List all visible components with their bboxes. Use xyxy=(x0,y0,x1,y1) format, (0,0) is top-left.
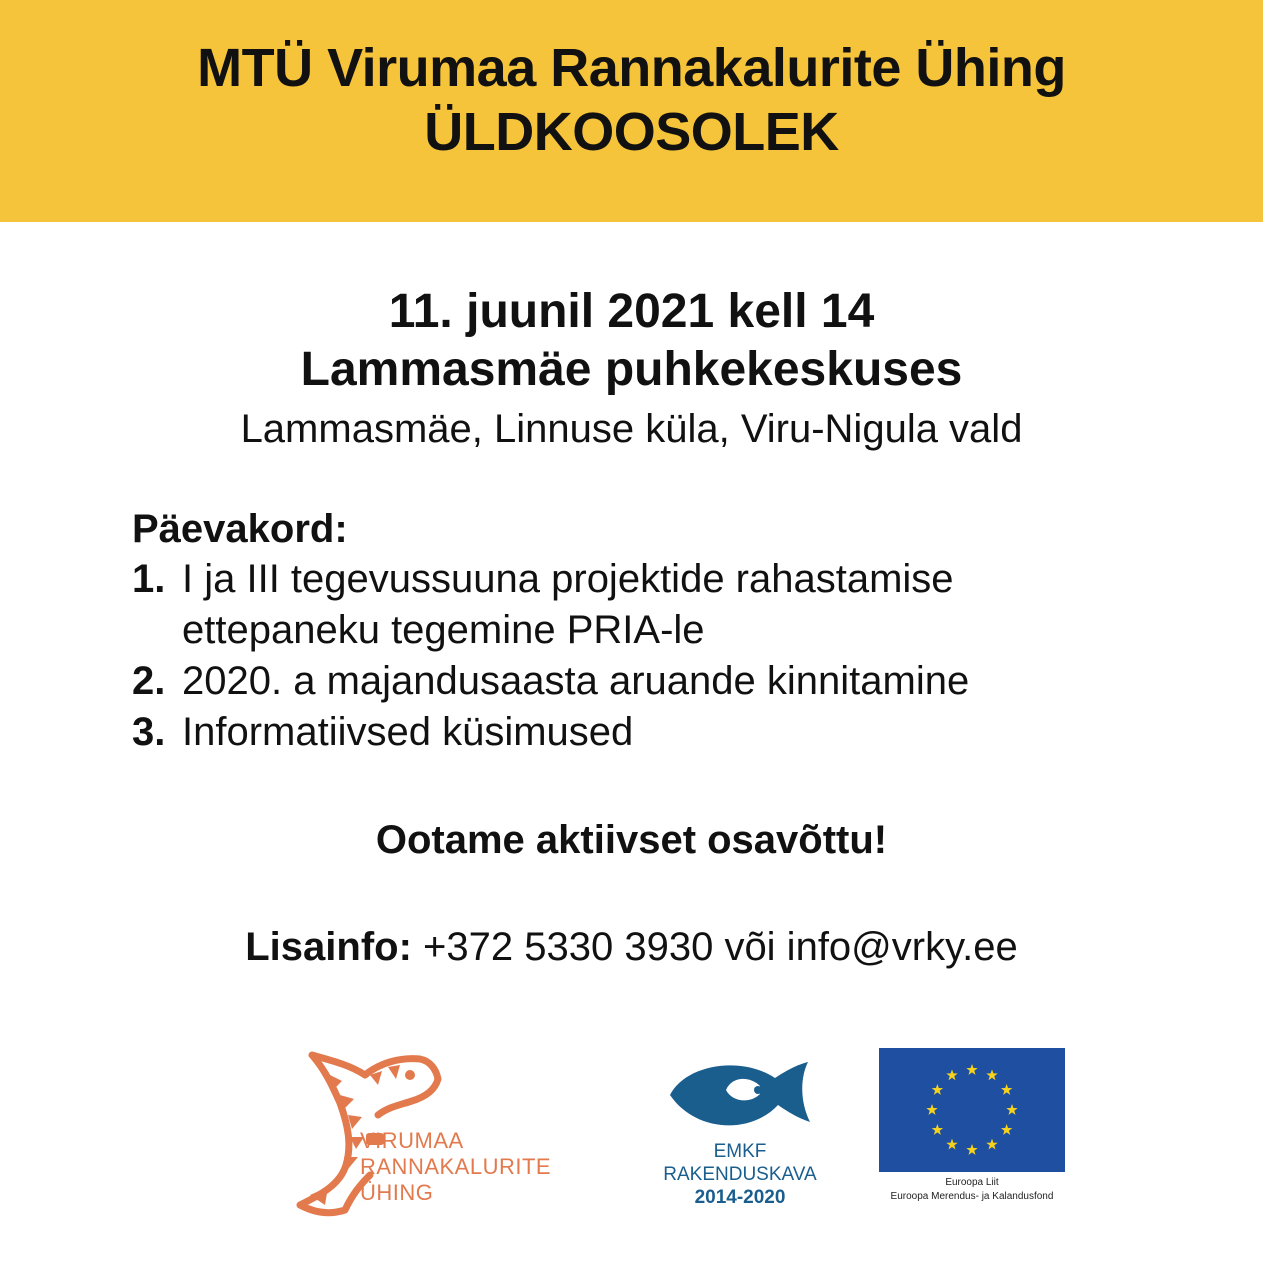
agenda-item xyxy=(132,707,1132,758)
contact-value: +372 5330 3930 või info@vrky.ee xyxy=(423,925,1018,969)
agenda-item xyxy=(132,656,1132,707)
emkf-line: RAKENDUSKAVA xyxy=(663,1164,817,1185)
event-date-time: 11. juunil 2021 kell 14 xyxy=(388,285,875,338)
contact-label: Lisainfo: xyxy=(245,925,412,969)
agenda-title: Päevakord: xyxy=(132,507,348,551)
agenda-item-text: Informatiivsed küsimused xyxy=(182,710,634,754)
agenda-item-line: I ja III tegevussuuna projektide rahastamise xyxy=(182,557,954,601)
eu-flag-icon xyxy=(879,1048,1065,1172)
agenda-item-text: 2020. a majandusaasta aruande kinnitamine xyxy=(182,659,970,703)
agenda-item-number: 3. xyxy=(132,710,166,754)
agenda-item xyxy=(132,554,1132,656)
agenda-item-number: 2. xyxy=(132,659,166,703)
agenda-item-text xyxy=(182,554,1132,656)
contact-info xyxy=(0,922,1263,972)
event-title: ÜLDKOOSOLEK xyxy=(424,102,839,162)
emkf-years: 2014-2020 xyxy=(694,1187,786,1208)
eu-line: Euroopa Merendus- ja Kalandusfond xyxy=(890,1191,1054,1202)
vrky-line: ÜHING xyxy=(360,1180,434,1205)
event-address: Lammasmäe, Linnuse küla, Viru-Nigula vald xyxy=(240,407,1023,451)
emkf-logo-text xyxy=(630,1140,850,1209)
vrky-line: RANNAKALURITE xyxy=(360,1154,552,1179)
agenda-item-line: ettepaneku tegemine PRIA-le xyxy=(182,608,705,652)
event-venue: Lammasmäe puhkekeskuses xyxy=(300,343,963,396)
emkf-line: EMKF xyxy=(713,1141,767,1162)
call-to-action: Ootame aktiivset osavõttu! xyxy=(375,818,888,862)
agenda xyxy=(132,504,1132,758)
eu-line: Euroopa Liit xyxy=(945,1177,999,1188)
eu-logo-text xyxy=(860,1176,1084,1204)
vrky-line: VIRUMAA xyxy=(360,1128,464,1153)
org-name: MTÜ Virumaa Rannakalurite Ühing xyxy=(197,38,1066,98)
agenda-item-number: 1. xyxy=(132,557,166,601)
header-banner xyxy=(0,0,1263,222)
vrky-logo-text xyxy=(360,1128,551,1206)
